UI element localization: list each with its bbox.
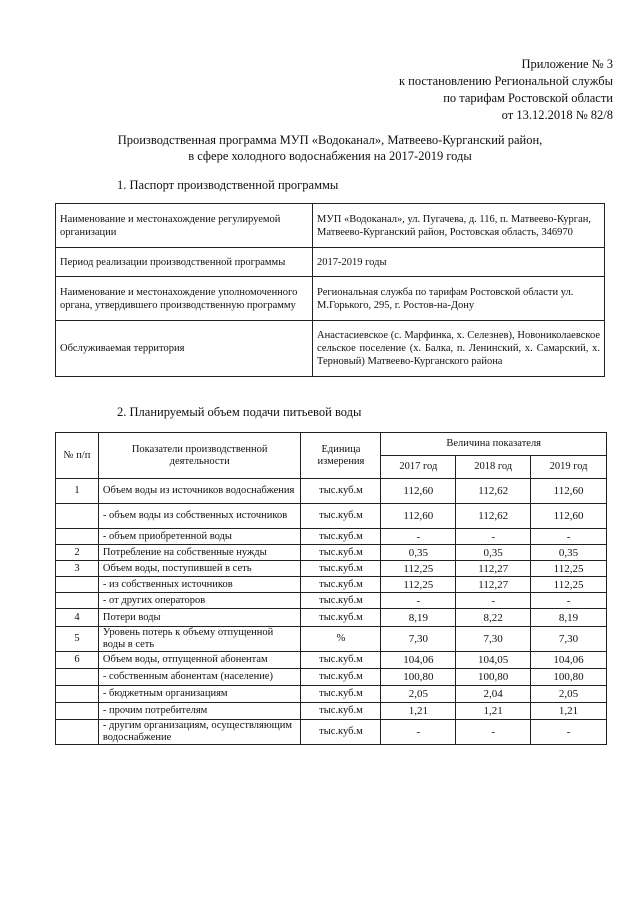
header-unit: Единица измерения (301, 433, 381, 479)
row-indicator: - другим организациям, осуществляющим водоснабжение (98, 720, 301, 745)
row-value-2019: 100,80 (531, 669, 607, 686)
table-row (56, 529, 607, 545)
row-number: 1 (56, 479, 99, 504)
row-number: 3 (56, 561, 99, 577)
section-2-heading: 2. Планируемый объем подачи питьевой воды (117, 405, 362, 419)
row-value-2018: 112,27 (456, 577, 531, 593)
row-value-2017: 1,21 (381, 703, 456, 720)
row-value-2019: 112,25 (531, 577, 607, 593)
row-value-2019: 0,35 (531, 545, 607, 561)
row-value-2018: 104,05 (456, 652, 531, 669)
row-value-2017: 112,25 (381, 561, 456, 577)
table-row (56, 720, 607, 745)
table-row (56, 652, 607, 669)
row-value-2018: - (456, 529, 531, 545)
row-value-2018: 7,30 (456, 627, 531, 652)
row-indicator: Объем воды, отпущенной абонентам (98, 652, 301, 669)
row-value-2019: 104,06 (531, 652, 607, 669)
passport-label: Наименование и местонахождение уполномоченного органа, утвердившего производственную программу (56, 277, 313, 321)
row-value-2018: 1,21 (456, 703, 531, 720)
row-value-2017: - (381, 529, 456, 545)
row-number: 5 (56, 627, 99, 652)
row-value-2019: 112,25 (531, 561, 607, 577)
table-row (56, 479, 607, 504)
row-value-2017: 112,25 (381, 577, 456, 593)
row-value-2019: 112,60 (531, 479, 607, 504)
table-row (56, 609, 607, 627)
passport-row (56, 248, 605, 277)
header-row (56, 433, 607, 456)
passport-row (56, 204, 605, 248)
passport-value: 2017-2019 годы (313, 248, 605, 277)
row-value-2017: 112,60 (381, 479, 456, 504)
passport-value: МУП «Водоканал», ул. Пугачева, д. 116, п. Матвеево-Курган, Матвеево-Курганский район, Ростовская область, 346970 (313, 204, 605, 248)
table-row (56, 561, 607, 577)
row-unit: тыс.куб.м (301, 593, 381, 609)
row-number (56, 577, 99, 593)
row-value-2017: 0,35 (381, 545, 456, 561)
row-indicator: Потери воды (98, 609, 301, 627)
row-unit: тыс.куб.м (301, 561, 381, 577)
table-row (56, 545, 607, 561)
row-indicator: Потребление на собственные нужды (98, 545, 301, 561)
row-value-2018: 0,35 (456, 545, 531, 561)
row-unit: тыс.куб.м (301, 529, 381, 545)
appendix-line-2: к постановлению Региональной службы (398, 74, 613, 88)
row-value-2017: - (381, 720, 456, 745)
row-value-2018: 8,22 (456, 609, 531, 627)
passport-value: Анастасиевское (с. Марфинка, х. Селезнев), Новониколаевское сельское поселение (х. Балка, п. Ленинский, х. Самарский, х. Терновый) Матвеево-Курганского района (313, 321, 605, 377)
row-number: 6 (56, 652, 99, 669)
water-volume-table (55, 432, 607, 745)
section-1-heading: 1. Паспорт производственной программы (117, 178, 339, 192)
row-value-2018: 112,62 (456, 504, 531, 529)
table-row (56, 504, 607, 529)
table-row (56, 686, 607, 703)
row-value-2017: 100,80 (381, 669, 456, 686)
row-indicator: Объем воды из источников водоснабжения (98, 479, 301, 504)
appendix-line-4: от 13.12.2018 № 82/8 (501, 108, 613, 122)
row-unit: тыс.куб.м (301, 609, 381, 627)
row-unit: тыс.куб.м (301, 652, 381, 669)
row-value-2018: 112,62 (456, 479, 531, 504)
row-unit: тыс.куб.м (301, 686, 381, 703)
row-unit: тыс.куб.м (301, 720, 381, 745)
row-indicator: Объем воды, поступившей в сеть (98, 561, 301, 577)
row-value-2019: 2,05 (531, 686, 607, 703)
row-number (56, 669, 99, 686)
row-unit: тыс.куб.м (301, 577, 381, 593)
appendix-line-1: Приложение № 3 (521, 57, 613, 71)
row-value-2017: - (381, 593, 456, 609)
row-indicator: - из собственных источников (98, 577, 301, 593)
passport-row (56, 321, 605, 377)
title-line-2: в сфере холодного водоснабжения на 2017-2019 годы (188, 149, 472, 163)
header-year-2018: 2018 год (456, 456, 531, 479)
row-value-2018: - (456, 720, 531, 745)
row-unit: тыс.куб.м (301, 545, 381, 561)
row-indicator: - объем приобретенной воды (98, 529, 301, 545)
row-number: 2 (56, 545, 99, 561)
row-value-2019: - (531, 593, 607, 609)
table-row (56, 703, 607, 720)
row-indicator: - от других операторов (98, 593, 301, 609)
row-value-2017: 104,06 (381, 652, 456, 669)
passport-value: Региональная служба по тарифам Ростовской области ул. М.Горького, 295, г. Ростов-на-Дону (313, 277, 605, 321)
row-value-2019: 112,60 (531, 504, 607, 529)
row-unit: % (301, 627, 381, 652)
passport-row (56, 277, 605, 321)
row-unit: тыс.куб.м (301, 669, 381, 686)
table-row (56, 669, 607, 686)
header-year-2019: 2019 год (531, 456, 607, 479)
appendix-line-3: по тарифам Ростовской области (443, 91, 613, 105)
row-indicator: - объем воды из собственных источников (98, 504, 301, 529)
row-indicator: - прочим потребителям (98, 703, 301, 720)
row-value-2018: 112,27 (456, 561, 531, 577)
document-title (60, 132, 600, 164)
row-value-2019: 7,30 (531, 627, 607, 652)
passport-table (55, 203, 605, 377)
row-value-2018: 100,80 (456, 669, 531, 686)
table-row (56, 577, 607, 593)
row-unit: тыс.куб.м (301, 504, 381, 529)
row-number (56, 720, 99, 745)
row-number (56, 504, 99, 529)
table-row (56, 627, 607, 652)
passport-label: Период реализации производственной программы (56, 248, 313, 277)
row-value-2018: - (456, 593, 531, 609)
row-number (56, 686, 99, 703)
row-value-2019: - (531, 529, 607, 545)
passport-label: Наименование и местонахождение регулируемой организации (56, 204, 313, 248)
row-value-2018: 2,04 (456, 686, 531, 703)
row-value-2017: 2,05 (381, 686, 456, 703)
row-number (56, 529, 99, 545)
row-indicator: - бюджетным организациям (98, 686, 301, 703)
row-unit: тыс.куб.м (301, 479, 381, 504)
row-number (56, 703, 99, 720)
row-indicator: - собственным абонентам (население) (98, 669, 301, 686)
title-line-1: Производственная программа МУП «Водоканал», Матвеево-Курганский район, (117, 133, 543, 147)
row-value-2019: 1,21 (531, 703, 607, 720)
appendix-header (313, 56, 613, 124)
row-number (56, 593, 99, 609)
row-value-2019: 8,19 (531, 609, 607, 627)
header-value: Величина показателя (381, 433, 607, 456)
row-value-2019: - (531, 720, 607, 745)
row-value-2017: 112,60 (381, 504, 456, 529)
row-number: 4 (56, 609, 99, 627)
passport-label: Обслуживаемая территория (56, 321, 313, 377)
table-row (56, 593, 607, 609)
row-indicator: Уровень потерь к объему отпущенной воды в сеть (98, 627, 301, 652)
header-year-2017: 2017 год (381, 456, 456, 479)
row-value-2017: 8,19 (381, 609, 456, 627)
header-indicator: Показатели производственной деятельности (98, 433, 301, 479)
header-num: № п/п (56, 433, 99, 479)
row-unit: тыс.куб.м (301, 703, 381, 720)
row-value-2017: 7,30 (381, 627, 456, 652)
